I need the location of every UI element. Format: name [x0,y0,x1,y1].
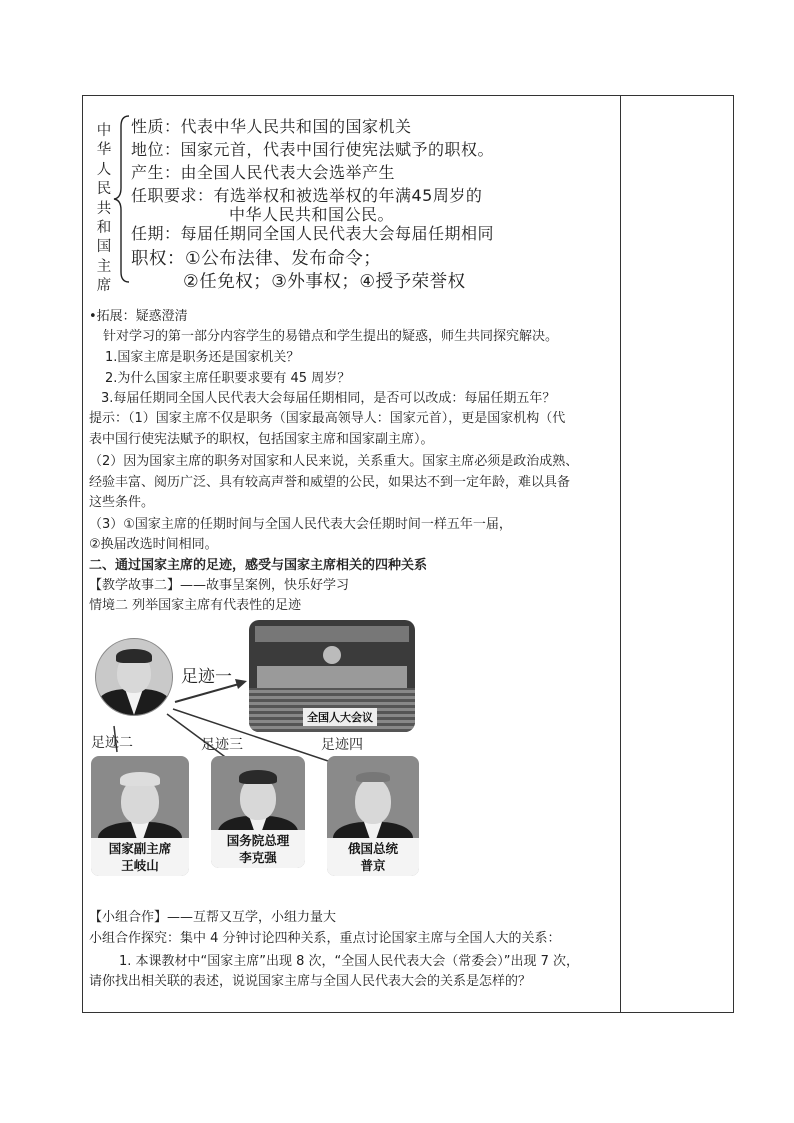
question-3: 3.每届任期同全国人民代表大会每届任期相同，是否可以改成：每届任期五年？ [101,391,556,406]
scene-heading: 情境二 列举国家主席有代表性的足迹 [89,598,302,613]
question-1: 1.国家主席是职务还是国家机关？ [105,350,300,365]
diagram-vertical-title: 中 华 人 民 共 和 国 主 席 [96,123,112,295]
diagram-line-requirement-cont: 中华人民共和国公民。 [229,205,395,224]
hint-1-line-2: 表中国行使宪法赋予的职权，包括国家主席和国家副主席）。 [89,432,434,447]
premier-caption: 国务院总理 李克强 [211,830,305,868]
diagram-line-powers: 职权：①公布法律、发布命令； [131,249,382,269]
group-task: 小组合作探究：集中 4 分钟讨论四种关系，重点讨论国家主席与全国人大的关系： [89,931,561,946]
section-2-heading: 二、通过国家主席的足迹，感受与国家主席相关的四种关系 [89,558,428,573]
russian-president-photo [327,756,419,876]
intro-paragraph: 针对学习的第一部分内容学生的易错点和学生提出的疑惑，师生共同探究解决。 [103,329,559,344]
vice-president-caption: 国家副主席 王岐山 [91,838,189,876]
diagram-line-requirement: 任职要求：有选举权和被选举权的年满45周岁的 [131,186,483,205]
vice-president-photo [91,756,189,876]
curly-brace-icon [113,114,131,284]
diagram-line-nature: 性质：代表中华人民共和国的国家机关 [131,117,412,136]
footprint-4-label: 足迹四 [321,737,363,753]
hint-2-line-3: 这些条件。 [89,495,155,510]
diagram-line-origin: 产生：由全国人民代表大会选举产生 [131,163,396,182]
column-divider [620,96,621,1012]
expand-title: •拓展：疑惑澄清 [89,309,188,324]
group-cooperation-heading: 【小组合作】——互帮又互学，小组力量大 [89,910,337,925]
footprint-1-label: 足迹一 [181,667,232,687]
president-photo [95,638,173,716]
lesson-content-cell [83,96,619,1012]
hint-3-line-1: （3）①国家主席的任期时间与全国人民代表大会任期时间一样五年一届， [89,517,512,532]
footprints-figure [89,618,425,883]
hint-3-line-2: ②换届改选时间相同。 [89,537,218,552]
footprint-2-label: 足迹二 [91,735,133,751]
lesson-table [82,95,734,1013]
task-1-line-2: 请你找出相关联的表述，说说国家主席与全国人民代表大会的关系是怎样的？ [89,974,532,989]
premier-photo [211,756,305,868]
question-2: 2.为什么国家主席任职要求要有 45 周岁？ [105,371,351,386]
story-heading: 【教学故事二】——故事呈案例，快乐好学习 [89,578,350,593]
diagram-line-term: 任期：每届任期同全国人民代表大会每届任期相同 [131,224,495,243]
diagram-line-powers-cont: ②任免权；③外事权；④授予荣誉权 [183,272,466,292]
hint-2-line-2: 经验丰富、阅历广泛、具有较高声誉和威望的公民，如果达不到一定年龄，难以具备 [89,475,571,490]
task-1-line-1: 1. 本课教材中“国家主席”出现 8 次，“全国人民代表大会（常委会）”出现 7 次， [119,954,580,969]
russian-president-caption: 俄国总统 普京 [327,838,419,876]
footprint-3-label: 足迹三 [201,737,243,753]
hint-2-line-1: （2）因为国家主席的职务对国家和人民来说，关系重大。国家主席必须是政治成熟、 [89,454,579,469]
hall-caption: 全国人大会议 [303,708,377,726]
hint-1-line-1: 提示：（1）国家主席不仅是职务（国家最高领导人：国家元首），更是国家机构（代 [89,411,566,426]
diagram-line-status: 地位：国家元首，代表中国行使宪法赋予的职权。 [131,140,495,159]
npc-hall-photo [249,620,415,732]
